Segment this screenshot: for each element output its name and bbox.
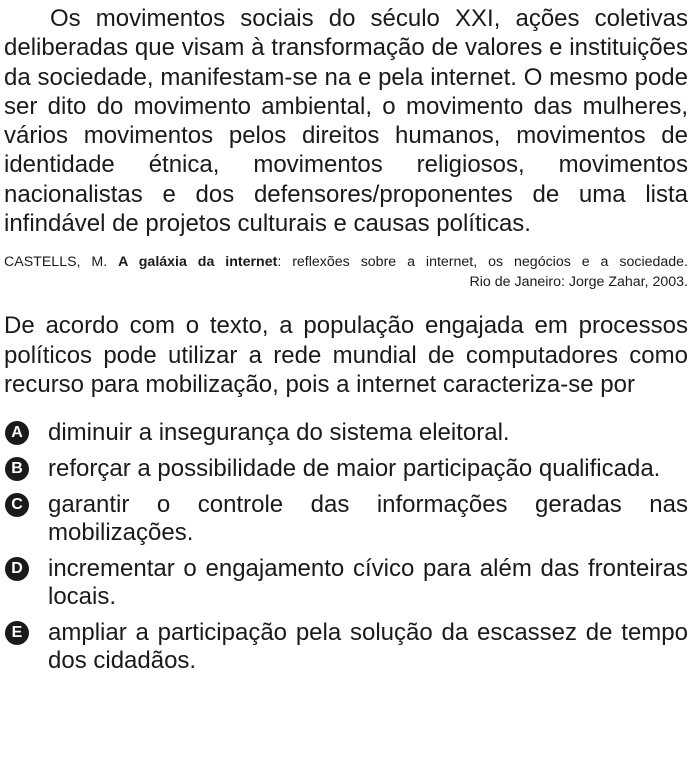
question-stem: De acordo com o texto, a população engajada em processos políticos pode utilizar a rede mundial de computadores como recurso para mobilização, pois a internet caracteriza-se por [4,312,688,398]
option-a[interactable] [4,419,688,447]
option-b[interactable] [4,455,688,483]
option-b-letter-badge: B [5,457,29,481]
answer-options [4,419,688,675]
option-e-text: ampliar a participação pela solução da escassez de tempo dos cidadãos. [48,619,688,675]
passage-text: Os movimentos sociais do século XXI, ações coletivas deliberadas que visam à transformação de valores e instituições da sociedade, manifestam-se na e pela internet. O mesmo pode ser dito do movimento ambiental, o movimento das mulheres, vários movimentos pelos direitos humanos, movimentos de identidade étnica, movimentos religiosos, movimentos nacionalistas e dos defensores/proponentes de uma lista infindável de projetos culturais e causas políticas. [4,5,688,238]
citation [4,252,688,292]
citation-publication: Rio de Janeiro: Jorge Zahar, 2003. [469,274,688,291]
option-e[interactable] [4,619,688,675]
option-d[interactable] [4,555,688,611]
citation-subtitle: : reflexões sobre a internet, os negócios e a sociedade. [277,254,688,271]
citation-title: A galáxia da internet [118,254,278,271]
citation-author: CASTELLS, M. [4,254,108,271]
option-c-letter-badge: C [5,493,29,517]
option-c[interactable] [4,491,688,547]
option-a-letter-badge: A [5,421,29,445]
option-e-letter-badge: E [5,621,29,645]
option-d-text: incrementar o engajamento cívico para além das fronteiras locais. [48,555,688,611]
option-b-text: reforçar a possibilidade de maior participação qualificada. [48,455,661,483]
citation-line-1 [4,252,688,272]
option-d-letter-badge: D [5,557,29,581]
option-c-text: garantir o controle das informações geradas nas mobilizações. [48,491,688,547]
option-a-text: diminuir a insegurança do sistema eleitoral. [48,419,510,447]
